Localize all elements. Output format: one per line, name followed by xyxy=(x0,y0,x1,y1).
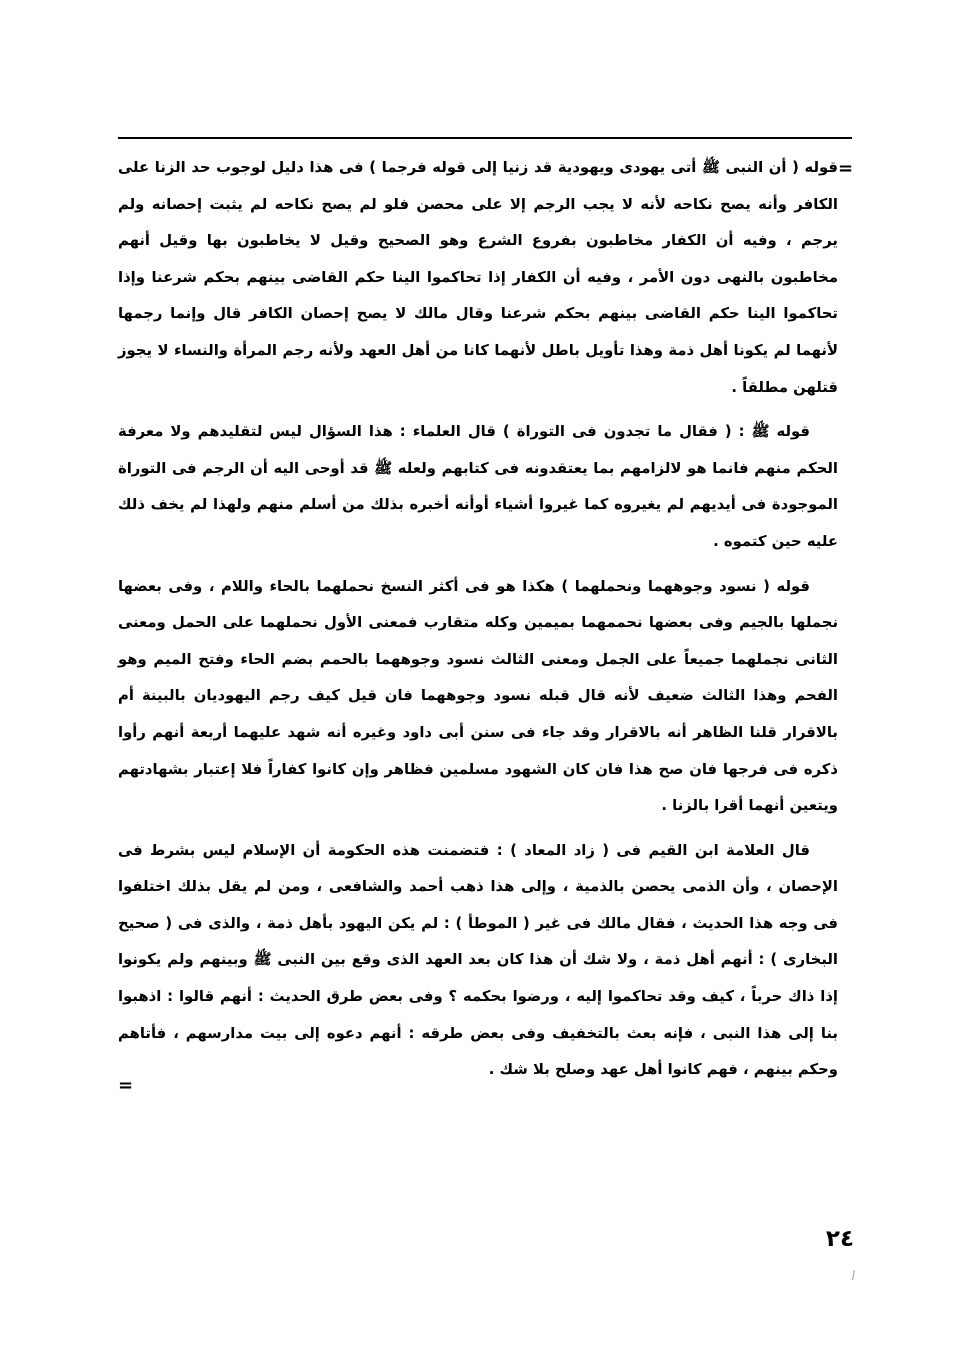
commentary-text xyxy=(118,150,838,1097)
paragraph-start-mark: = xyxy=(838,158,854,179)
paragraph-1: قوله ( أن النبى ﷺ أتى يهودى ويهودية قد زنيا إلى قوله فرجما ) فى هذا دليل لوجوب حد الزنا على الكافر وأنه يصح نكاحه لأنه لا يجب الرجم إلا على محصن فلو لم يصح نكاحه لم يثبت إحصانه ولم يرجم ، وفيه أن الكفار مخاطبون بفروع الشرع وهو الصحيح وقيل لا يخاطبون بها وقيل أنهم مخاطبون بالنهى دون الأمر ، وفيه أن الكفار إذا تحاكموا الينا حكم القاضى بينهم بحكم شرعنا وإذا تحاكموا الينا حكم القاضى بينهم بحكم شرعنا وقال مالك لا يصح إحصان الكافر قال وإنما رجمها لأنهما لم يكونا أهل ذمة وهذا تأويل باطل لأنهما كانا من أهل العهد ولأنه رجم المرأة والنساء لا يجوز قتلهن مطلقاً . xyxy=(118,159,838,396)
paragraph-2: قوله ﷺ : ( فقال ما تجدون فى التوراة ) قال العلماء : هذا السؤال ليس لتقليدهم ولا معرفة الحكم منهم فانما هو لالزامهم بما يعتقدونه فى كتابهم ولعله ﷺ قد أوحى اليه أن الرجم فى التوراة الموجودة فى أيديهم لم يغيروه كما غيروا أشياء أوأنه أخبره بذلك من أسلم منهم ولهذا لم يخف ذلك عليه حين كتموه . xyxy=(118,423,838,550)
page-number: ٢٤ xyxy=(825,1226,854,1252)
paragraph-3: قوله ( نسود وجوههما ونحملهما ) هكذا هو فى أكثر النسخ نحملهما بالحاء واللام ، وفى بعضها نجملها بالجيم وفى بعضها نحممهما بميمين وكله متقارب فمعنى الأول نحملهما على الحمل ومعنى الثانى نجملهما جميعاً على الجمل ومعنى الثالث نسود وجوههما بالحمم بضم الحاء وفتح الميم وهو الفحم وهذا الثالث ضعيف لأنه قال قبله نسود وجوههما فان قيل كيف رجم اليهوديان بالبينة أم بالاقرار قلنا الظاهر أنه بالاقرار وقد جاء فى سنن أبى داود وغيره أنه شهد عليهما أربعة أنهم رأوا ذكره فى فرجها فان صح هذا فان كان الشهود مسلمين فظاهر وإن كانوا كفاراً فلا إعتبار بشهادتهم ويتعين أنهما أقرا بالزنا . xyxy=(118,577,838,815)
paragraph-end-mark: = xyxy=(118,1075,134,1096)
paragraph-4: قال العلامة ابن القيم فى ( زاد المعاد ) : فتضمنت هذه الحكومة أن الإسلام ليس بشرط فى الإحصان ، وأن الذمى يحصن بالذمية ، وإلى هذا ذهب أحمد والشافعى ، ومن لم يقل بذلك اختلفوا فى وجه هذا الحديث ، فقال مالك فى غير ( الموطأ ) : لم يكن اليهود بأهل ذمة ، والذى فى ( صحيح البخارى ) : أنهم أهل ذمة ، ولا شك أن هذا كان بعد العهد الذى وقع بين النبى ﷺ وبينهم ولم يكونوا إذا ذاك حرباً ، كيف وقد تحاكموا إليه ، ورضوا بحكمه ؟ وفى بعض طرق الحديث : أنهم قالوا : اذهبوا بنا إلى هذا النبى ، فإنه بعث بالتخفيف وفى بعض طرقه : أنهم دعوه إلى بيت مدارسهم ، فأتاهم وحكم بينهم ، فهم كانوا أهل عهد وصلح بلا شك . xyxy=(118,841,838,1079)
scan-speck xyxy=(852,1270,855,1280)
header-rule xyxy=(118,137,852,139)
